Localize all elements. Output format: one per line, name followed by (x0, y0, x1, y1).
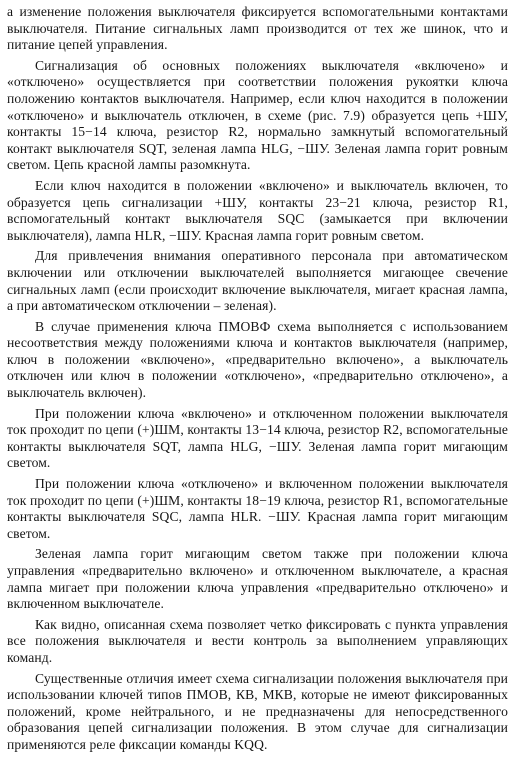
paragraph-10: Существенные отличия имеет схема сигнализации положения выключателя при использовании ключей типов ПМОВ, КВ, МКВ, которые не имеют фиксированных положений, кроме нейтрального, и не предназначены для непосредственного образования цепей сигнализации положения. В этом случае для сигнализации применяются реле фиксации команды KQQ. (7, 670, 508, 752)
paragraph-5: В случае применения ключа ПМОВФ схема выполняется с использованием несоответствия между положениями ключа и контактов выключателя (например, ключ в положении «включено», «предварительно включено», а выключатель отключен или ключ в положении «отключено», «предварительно отключено», а выключатель включен). (7, 318, 508, 401)
paragraph-1: а изменение положения выключателя фиксируется вспомогательными контактами выключателя. Питание сигнальных ламп производится от тех же шинок, что и питание цепей управления. (7, 4, 508, 53)
paragraph-8: Зеленая лампа горит мигающим светом также при положении ключа управления «предварительно включено» и отключенном выключателе, а красная лампа мигает при положении ключа управления «предварительно отключено» и включенном выключателе. (7, 546, 508, 612)
paragraph-4: Для привлечения внимания оперативного персонала при автоматическом включении или отключении выключателей выполняется мигающее свечение сигнальных ламп (если происходит включение выключателя, мигает красная лампа, а при автоматическом отключении – зеленая). (7, 248, 508, 314)
paragraph-6: При положении ключа «включено» и отключенном положении выключателя ток проходит по цепи (+)ШМ, контакты 13−14 ключа, резистор R2, вспомогательные контакты выключателя SQT, лампа HLG, −ШУ. Зеленая лампа горит мигающим светом. (7, 405, 508, 471)
paragraph-2: Сигнализация об основных положениях выключателя «включено» и «отключено» осуществляется при соответствии положения рукоятки ключа положению контактов выключателя. Например, если ключ находится в положении «отключено» и выключатель отключен, в схеме (рис. 7.9) образуется цепь +ШУ, контакты 15−14 ключа, резистор R2, нормально замкнутый вспомогательный контакт выключателя SQT, зеленая лампа HLG, −ШУ. Зеленая лампа горит ровным светом. Цепь красной лампы разомкнута. (7, 57, 508, 173)
paragraph-3: Если ключ находится в положении «включено» и выключатель включен, то образуется цепь сигнализации +ШУ, контакты 23−21 ключа, резистор R1, вспомогательный контакт выключателя SQC (замыкается при включении выключателя), лампа HLR, −ШУ. Красная лампа горит ровным светом. (7, 177, 508, 243)
paragraph-7: При положении ключа «отключено» и включенном положении выключателя ток проходит по цепи (+)ШМ, контакты 18−19 ключа, резистор R1, вспомогательные контакты выключателя SQC, лампа HLR. −ШУ. Красная лампа горит мигающим светом. (7, 476, 508, 541)
paragraph-9: Как видно, описанная схема позволяет четко фиксировать с пункта управления все положения выключателя и вести контроль за выполнением управляющих команд. (7, 616, 508, 665)
